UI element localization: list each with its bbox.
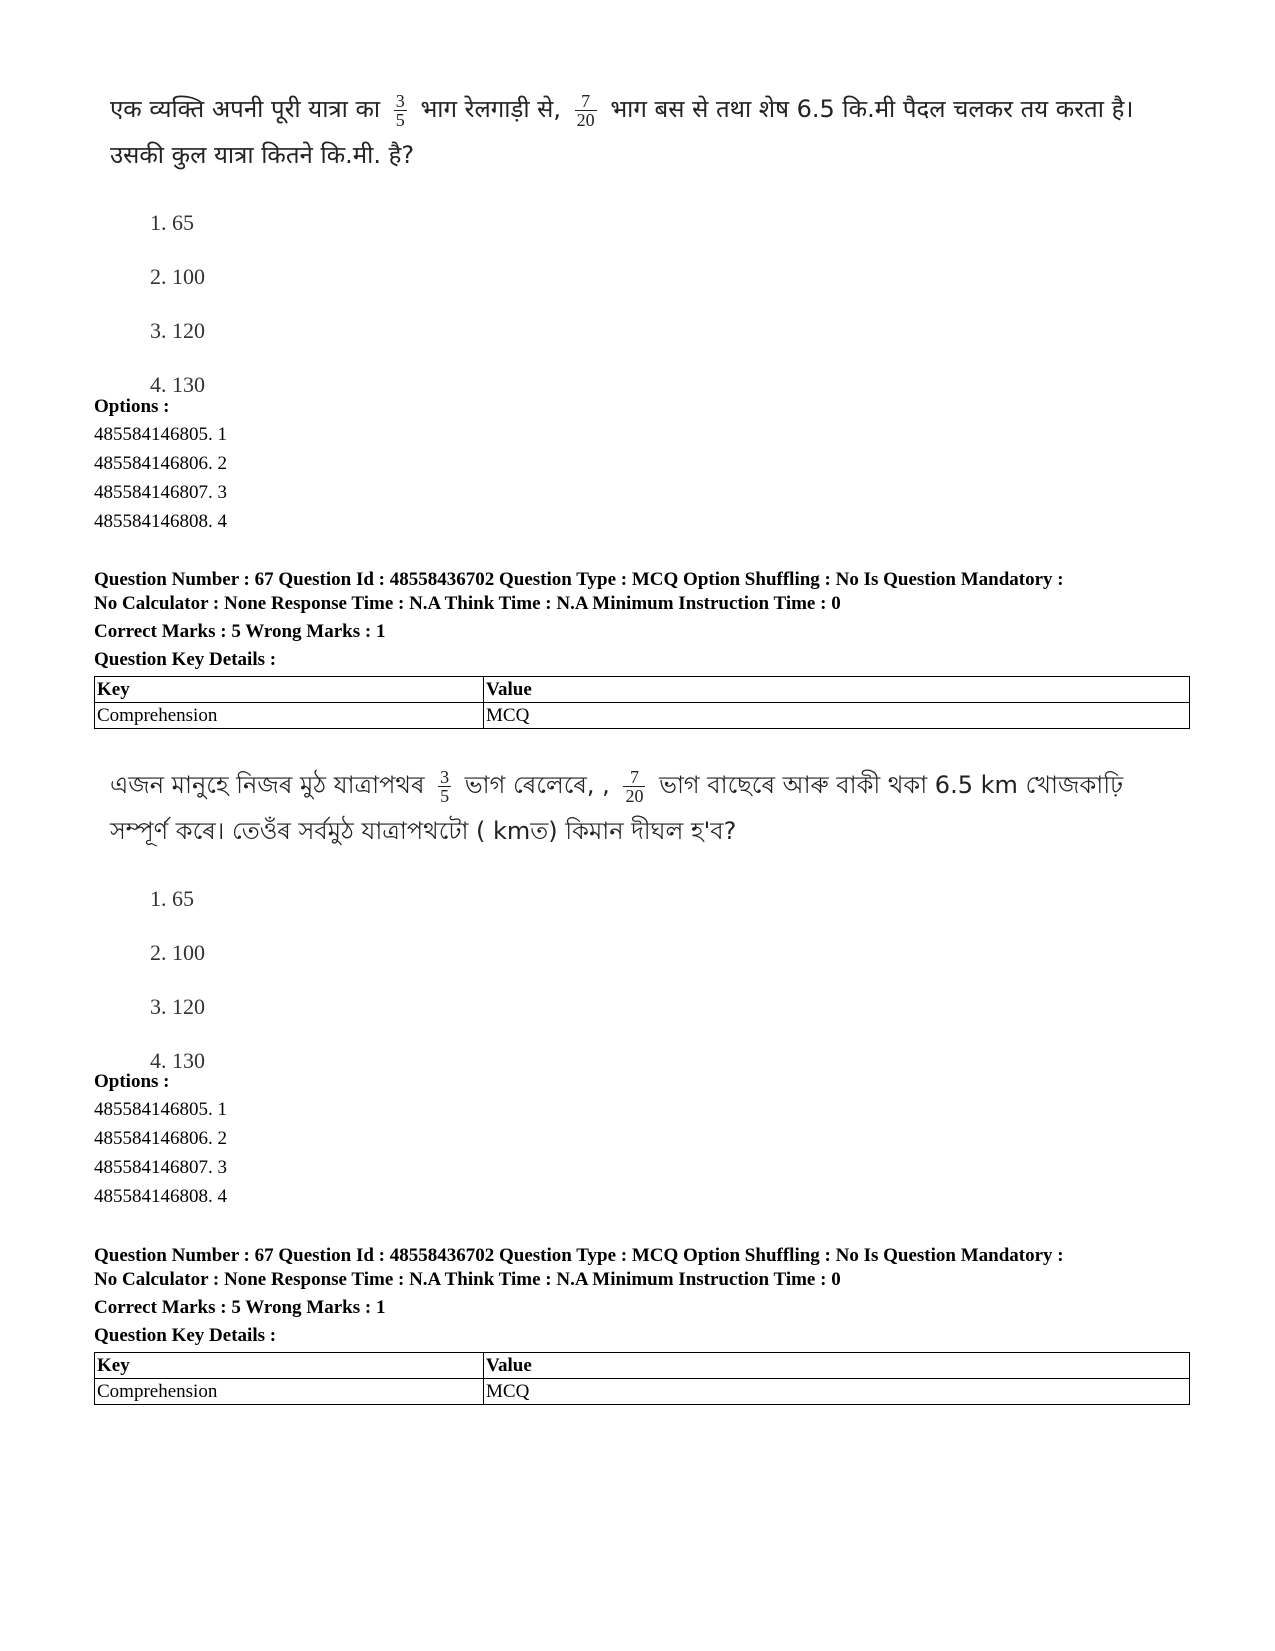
question-meta <box>94 1244 1194 1405</box>
table-header-value: Value <box>484 1353 1190 1379</box>
fraction-numerator: 7 <box>581 90 591 111</box>
table-row <box>95 1379 1190 1405</box>
question-meta <box>94 568 1194 729</box>
table-header-key: Key <box>95 1353 484 1379</box>
option-id: 485584146806. 2 <box>94 453 227 474</box>
option-id: 485584146807. 3 <box>94 482 227 503</box>
question-text: এজন মানুহে নিজৰ মুঠ যাত্ৰাপথৰ <box>110 771 425 799</box>
meta-line: Question Number : 67 Question Id : 48558436702 Question Type : MCQ Option Shuffling : No Is Question Mandatory : <box>94 1245 1064 1266</box>
question-hindi <box>110 86 1170 412</box>
meta-line: Question Number : 67 Question Id : 48558436702 Question Type : MCQ Option Shuffling : No Is Question Mandatory : <box>94 569 1064 590</box>
table-row <box>95 703 1190 729</box>
question-text-line1 <box>110 762 1170 808</box>
question-text-line2: সম্পূৰ্ণ কৰে। তেওঁৰ সৰ্বমুঠ যাত্ৰাপথটো ( kmত) কিমান দীঘল হ'ব? <box>110 817 737 845</box>
table-header-row <box>95 677 1190 703</box>
marks-line: Correct Marks : 5 Wrong Marks : 1 <box>94 621 386 642</box>
fraction-numerator: 7 <box>629 766 639 787</box>
options-label: Options : <box>94 1071 170 1092</box>
fraction <box>394 92 407 129</box>
fraction-numerator: 3 <box>395 90 405 111</box>
options-section <box>94 394 1194 536</box>
key-value-table <box>94 1352 1190 1405</box>
question-text: भाग रेलगाड़ी से, <box>420 95 562 123</box>
table-cell-key: Comprehension <box>95 1379 484 1405</box>
option-id: 485584146807. 3 <box>94 1157 227 1178</box>
choice-item: 2. 100 <box>150 940 205 965</box>
fraction <box>623 768 645 805</box>
option-id: 485584146805. 1 <box>94 1099 227 1120</box>
key-details-label: Question Key Details : <box>94 1325 277 1346</box>
table-cell-value: MCQ <box>484 703 1190 729</box>
table-cell-key: Comprehension <box>95 703 484 729</box>
question-text-line2: उसकी कुल यात्रा कितने कि.मी. है? <box>110 141 415 169</box>
fraction <box>575 92 597 129</box>
choice-item: 4. 130 <box>150 372 205 397</box>
option-id: 485584146805. 1 <box>94 424 227 445</box>
question-text: ভাগ বাছেৰে আৰু বাকী থকা 6.5 km খোজকাঢ়ি <box>659 771 1124 799</box>
options-label: Options : <box>94 396 170 417</box>
choice-item: 3. 120 <box>150 994 205 1019</box>
fraction-numerator: 3 <box>440 766 450 787</box>
question-text: भाग बस से तथा शेष 6.5 कि.मी पैदल चलकर तय करता है। <box>610 95 1134 123</box>
fraction-denominator: 20 <box>576 109 595 130</box>
question-text: एक व्यक्ति अपनी पूरी यात्रा का <box>110 95 381 123</box>
question-text: ভাগ ৰেলেৰে, , <box>464 771 610 799</box>
option-id: 485584146806. 2 <box>94 1128 227 1149</box>
meta-line: No Calculator : None Response Time : N.A Think Time : N.A Minimum Instruction Time : 0 <box>94 593 841 614</box>
choice-list <box>110 872 1170 1088</box>
option-id: 485584146808. 4 <box>94 1186 227 1207</box>
table-header-key: Key <box>95 677 484 703</box>
fraction-denominator: 5 <box>440 785 450 806</box>
fraction-denominator: 5 <box>395 109 405 130</box>
choice-item: 1. 65 <box>150 210 194 235</box>
fraction-denominator: 20 <box>625 785 644 806</box>
fraction <box>438 768 451 805</box>
choice-list <box>110 196 1170 412</box>
question-assamese <box>110 762 1170 1088</box>
choice-item: 1. 65 <box>150 886 194 911</box>
choice-item: 2. 100 <box>150 264 205 289</box>
marks-line: Correct Marks : 5 Wrong Marks : 1 <box>94 1297 386 1318</box>
key-value-table <box>94 676 1190 729</box>
table-cell-value: MCQ <box>484 1379 1190 1405</box>
question-text-line1 <box>110 86 1170 132</box>
option-id: 485584146808. 4 <box>94 511 227 532</box>
table-header-row <box>95 1353 1190 1379</box>
meta-line: No Calculator : None Response Time : N.A Think Time : N.A Minimum Instruction Time : 0 <box>94 1269 841 1290</box>
options-section <box>94 1069 1194 1211</box>
key-details-label: Question Key Details : <box>94 649 277 670</box>
table-header-value: Value <box>484 677 1190 703</box>
choice-item: 3. 120 <box>150 318 205 343</box>
choice-item: 4. 130 <box>150 1048 205 1073</box>
